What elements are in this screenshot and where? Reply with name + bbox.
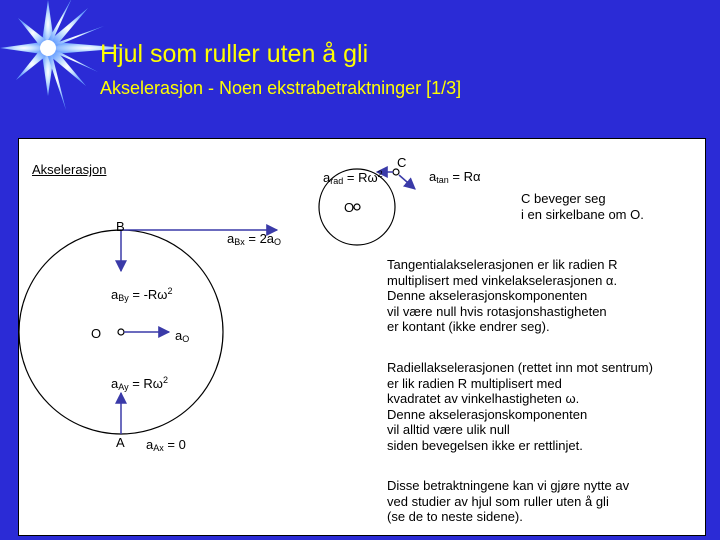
label-a-o: $a_O$	[175, 328, 190, 344]
label-a-bx: $a_{Bx} = 2a_O$	[227, 231, 282, 247]
label-small-o: O	[344, 200, 355, 215]
content-panel	[18, 138, 706, 536]
note-tangential: Tangentialakselerasjonen er lik radien R multiplisert med vinkelakselerasjonen α. Denne akselerasjonskomponenten vil være null hvis rotasjonshastigheten er kontant (ikke endrer seg).	[387, 257, 618, 334]
diagram-heading: Akselerasjon	[32, 162, 107, 177]
label-a-by: $a_{By} = -R\omega^2$	[111, 286, 173, 303]
label-a-ax: $a_{Ax} = 0$	[146, 437, 186, 453]
note-conclusion: Disse betraktningene kan vi gjøre nytte av ved studier av hjul som ruller uten å gli (se de to neste sidene).	[387, 478, 630, 524]
note-radial: Radiellakselerasjonen (rettet inn mot sentrum) er lik radien R multiplisert med kvadratet av vinkelhastigheten ω. Denne akselerasjonskomponenten vil alltid være ulik null siden bevegelsen ikke er rettlinjet.	[387, 360, 653, 453]
a-tan-arrow	[399, 175, 415, 189]
note-c-path: C beveger seg i en sirkelbane om O.	[521, 191, 644, 222]
label-point-a: A	[116, 435, 125, 450]
slide-title: Hjul som ruller uten å gli	[100, 40, 369, 68]
small-center-point	[354, 204, 360, 210]
slide-subtitle: Akselerasjon - Noen ekstrabetraktninger [1/3]	[100, 78, 462, 98]
center-o-point	[118, 329, 124, 335]
label-center-o: O	[91, 326, 102, 341]
label-point-c: C	[397, 155, 407, 170]
label-point-b: B	[116, 219, 125, 234]
label-a-tan: $a_{tan} = R\alpha$	[429, 169, 481, 185]
label-a-ay: $a_{Ay} = R\omega^2$	[111, 375, 168, 392]
label-a-rad: $a_{rad} = R\omega^2$	[323, 169, 383, 186]
